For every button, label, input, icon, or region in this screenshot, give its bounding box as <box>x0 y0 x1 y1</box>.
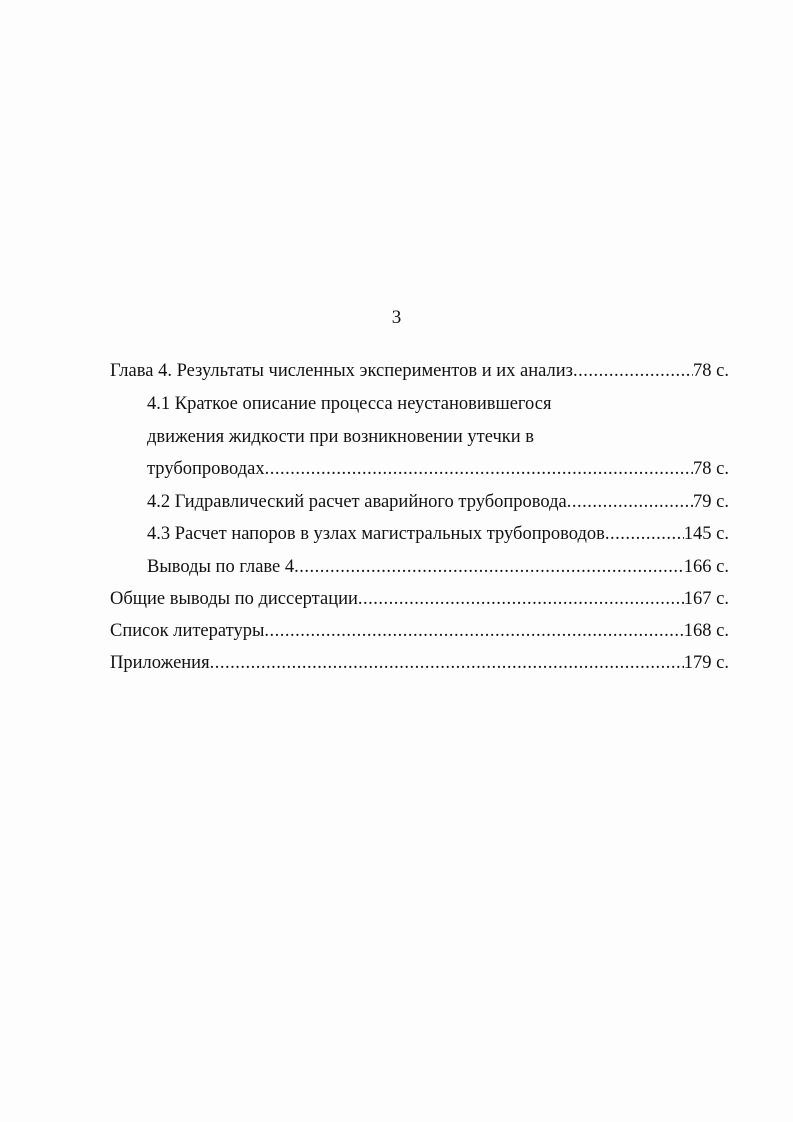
dot-leader <box>358 584 684 614</box>
toc-entry-4-2 <box>147 487 729 517</box>
toc-entry-title: 4.2 Гидравлический расчет аварийного трубопровода <box>147 492 567 512</box>
toc-entry-conclusions-chapter-4 <box>147 552 729 582</box>
dot-leader <box>605 519 684 549</box>
page-number: 3 <box>391 307 402 328</box>
dot-leader <box>264 616 683 646</box>
toc-entry-appendices <box>110 648 729 678</box>
toc-entry-page: 78 с. <box>693 361 729 381</box>
toc-entry-page: 167 с. <box>683 589 729 609</box>
toc-entry-title: Глава 4. Результаты численных экспериментов и их анализ <box>110 361 573 381</box>
dot-leader <box>294 552 684 582</box>
toc-entry-references <box>110 616 729 646</box>
toc-entry-page: 145 с. <box>683 524 729 544</box>
toc-entry-4-1-line-2: движения жидкости при возникновении утечки в <box>147 427 534 447</box>
toc-entry-title: Выводы по главе 4 <box>147 557 295 577</box>
toc-entry-4-1-line-1: 4.1 Краткое описание процесса неустановившегося <box>147 394 552 414</box>
toc-entry-page: 179 с. <box>683 653 729 673</box>
toc-entry-page: 78 с. <box>693 459 729 479</box>
toc-entry-general-conclusions <box>110 584 729 614</box>
toc-entry-title: Приложения <box>110 653 210 673</box>
toc-entry-title: 4.3 Расчет напоров в узлах магистральных трубопроводов <box>147 524 605 544</box>
dot-leader <box>265 454 693 484</box>
toc-entry-page: 79 с. <box>693 492 729 512</box>
toc-entry-title: трубопроводах <box>147 459 265 479</box>
toc-entry-4-3 <box>147 519 729 549</box>
toc-entry-title: Общие выводы по диссертации <box>110 589 358 609</box>
toc-entry-4-1-line-3 <box>147 454 729 484</box>
toc-entry-chapter-4 <box>110 356 729 386</box>
dot-leader <box>567 487 693 517</box>
toc-entry-page: 168 с. <box>683 621 729 641</box>
dot-leader <box>573 356 693 386</box>
toc-entry-page: 166 с. <box>683 557 729 577</box>
dot-leader <box>210 648 684 678</box>
toc-entry-title: Список литературы <box>110 621 265 641</box>
